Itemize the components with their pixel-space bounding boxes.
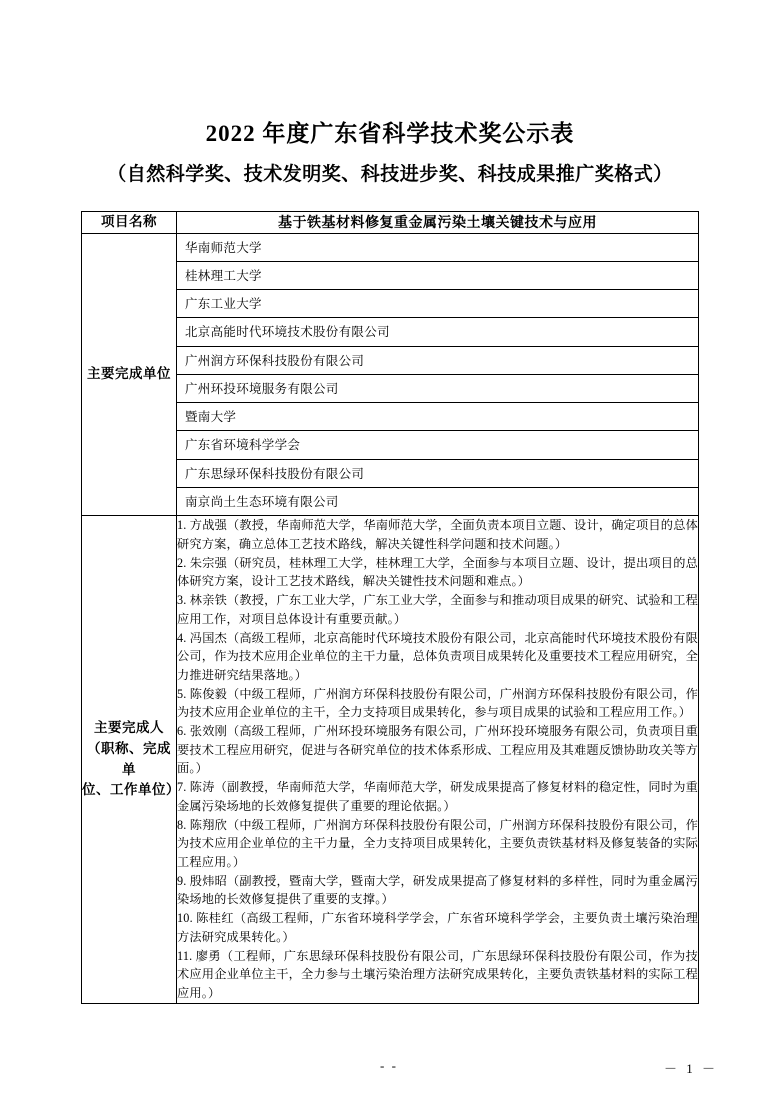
table-row-people bbox=[82, 516, 699, 1004]
list-item bbox=[177, 234, 698, 262]
list-item: 5. 陈俊毅（中级工程师，广州润方环保科技股份有限公司，广州润方环保科技股份有限公司，作为技术应用企业单位的主干，全力支持项目成果转化，参与项目成果的试验和工程应用工作。） bbox=[177, 686, 698, 720]
page-subtitle: （自然科学奖、技术发明奖、科技进步奖、科技成果推广奖格式） bbox=[107, 164, 673, 186]
people-label-line3: 位、工作单位） bbox=[82, 782, 180, 798]
list-item: 10. 陈桂红（高级工程师，广东省环境科学学会，广东省环境科学学会，主要负责土壤污染治理方法研究成果转化。） bbox=[177, 911, 698, 944]
unit-name: 北京高能时代环境技术股份有限公司 bbox=[177, 318, 698, 346]
unit-name: 广东思绿环保科技股份有限公司 bbox=[177, 459, 698, 487]
unit-name: 广东工业大学 bbox=[177, 290, 698, 318]
list-item: 11. 廖勇（工程师，广东思绿环保科技股份有限公司，广东思绿环保科技股份有限公司，作为技术应用企业单位主干，全力参与土壤污染治理方法研究成果转化，主要负责铁基材料的实际工程应用。） bbox=[177, 949, 698, 1000]
units-list-cell bbox=[177, 233, 699, 516]
list-item: 4. 冯国杰（高级工程师，北京高能时代环境技术股份有限公司，北京高能时代环境技术股份有限公司，作为技术应用企业单位的主干力量，总体负责项目成果转化及重要技术工程应用研究，全力推进研究结果落地。） bbox=[177, 630, 698, 682]
list-item: 2. 朱宗强（研究员，桂林理工大学，桂林理工大学，全面参与本项目立题、设计，提出项目的总体研究方案，设计工艺技术路线，解决关键性技术问题和难点。） bbox=[177, 555, 698, 589]
list-item bbox=[177, 346, 698, 374]
unit-name: 桂林理工大学 bbox=[177, 261, 698, 289]
units-label: 主要完成单位 bbox=[82, 233, 177, 516]
list-item bbox=[177, 261, 698, 289]
project-name-label: 项目名称 bbox=[82, 211, 177, 233]
people-label-line2: （职称、完成单 bbox=[87, 740, 171, 777]
list-item: 9. 殷炜昭（副教授，暨南大学，暨南大学，研发成果提高了修复材料的多样性，同时为重金属污染场地的长效修复提供了重要的支撑。） bbox=[177, 873, 698, 907]
unit-name: 广东省环境科学学会 bbox=[177, 431, 698, 459]
unit-name: 广州润方环保科技股份有限公司 bbox=[177, 346, 698, 374]
project-name-value: 基于铁基材料修复重金属污染土壤关键技术与应用 bbox=[177, 211, 699, 233]
list-item: 3. 林亲铁（教授，广东工业大学，广东工业大学，全面参与和推动项目成果的研究、试验和工程应用工作，对项目总体设计有重要贡献。） bbox=[177, 593, 698, 626]
public-notice-table bbox=[81, 211, 699, 1004]
table-row-project-name bbox=[82, 211, 699, 233]
table-row-units bbox=[82, 233, 699, 516]
title-block bbox=[0, 0, 780, 189]
footer-dashes: - - bbox=[380, 1058, 398, 1073]
people-label bbox=[82, 516, 180, 1004]
unit-name: 暨南大学 bbox=[177, 403, 698, 431]
list-item: 7. 陈涛（副教授，华南师范大学，华南师范大学，研发成果提高了修复材料的稳定性，同时为重金属污染场地的长效修复提供了重要的理论依据。） bbox=[177, 780, 698, 813]
page-number: － 1 － bbox=[663, 1061, 718, 1076]
page-title: 2022 年度广东省科学技术奖公示表 bbox=[205, 121, 575, 146]
list-item: 6. 张效刚（高级工程师，广州环投环境服务有限公司，广州环投环境服务有限公司，负责项目重要技术工程应用研究，促进与各研究单位的技术体系形成、工程应用及其难题反馈协助攻关等方面。） bbox=[177, 724, 698, 776]
list-item: 8. 陈翔欣（中级工程师，广州润方环保科技股份有限公司，广州润方环保科技股份有限公司，作为技术应用企业单位的主干力量，全力支持项目成果转化，主要负责铁基材料及修复装备的实际工程应用。） bbox=[177, 817, 698, 869]
list-item bbox=[177, 403, 698, 431]
people-label-line1: 主要完成人 bbox=[94, 719, 164, 735]
list-item: 1. 方战强（教授，华南师范大学，华南师范大学，全面负责本项目立题、设计，确定项目的总体研究方案，确立总体工艺技术路线，解决关键性科学问题和技术问题。） bbox=[177, 518, 698, 551]
units-list bbox=[177, 234, 698, 516]
list-item bbox=[177, 374, 698, 402]
list-item bbox=[177, 290, 698, 318]
people-list-cell bbox=[177, 516, 699, 1004]
list-item bbox=[177, 431, 698, 459]
unit-name: 广州环投环境服务有限公司 bbox=[177, 374, 698, 402]
list-item bbox=[177, 318, 698, 346]
unit-name: 华南师范大学 bbox=[177, 234, 698, 262]
list-item bbox=[177, 459, 698, 487]
unit-name: 南京尚土生态环境有限公司 bbox=[185, 494, 339, 509]
list-item bbox=[177, 487, 698, 515]
